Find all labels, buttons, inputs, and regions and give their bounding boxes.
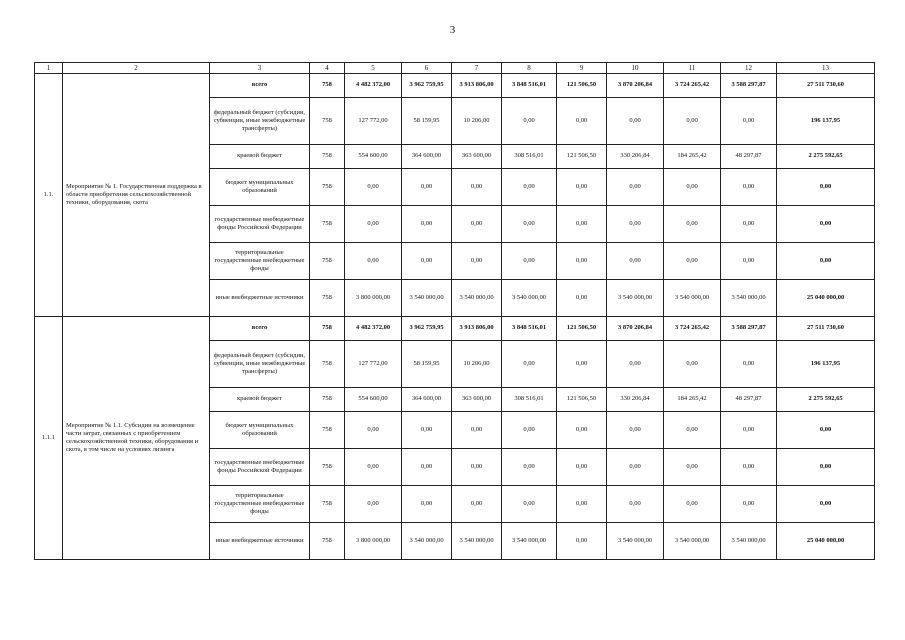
amount-cell: 0,00 bbox=[721, 412, 777, 449]
code-cell: 758 bbox=[310, 98, 345, 145]
column-number: 10 bbox=[607, 63, 664, 74]
amount-cell: 0,00 bbox=[721, 206, 777, 243]
total-cell: 2 275 592,65 bbox=[777, 145, 875, 169]
amount-cell: 0,00 bbox=[402, 206, 452, 243]
amount-cell: 3 540 000,00 bbox=[452, 280, 502, 317]
column-number: 12 bbox=[721, 63, 777, 74]
amount-cell: 330 206,84 bbox=[607, 388, 664, 412]
amount-cell: 0,00 bbox=[721, 341, 777, 388]
amount-cell: 0,00 bbox=[502, 412, 557, 449]
amount-cell: 127 772,00 bbox=[345, 98, 402, 145]
amount-cell: 0,00 bbox=[607, 169, 664, 206]
amount-cell: 3 848 516,01 bbox=[502, 74, 557, 98]
amount-cell: 121 506,50 bbox=[557, 145, 607, 169]
amount-cell: 0,00 bbox=[402, 449, 452, 486]
amount-cell: 0,00 bbox=[664, 243, 721, 280]
amount-cell: 0,00 bbox=[345, 169, 402, 206]
column-number-row bbox=[35, 63, 875, 74]
code-cell: 758 bbox=[310, 449, 345, 486]
amount-cell: 0,00 bbox=[557, 280, 607, 317]
column-number: 4 bbox=[310, 63, 345, 74]
section-name: Мероприятие № 1. Государственная поддержка в области приобретения сельскохозяйственной техники, оборудования, скота bbox=[63, 74, 210, 317]
amount-cell: 10 206,00 bbox=[452, 98, 502, 145]
amount-cell: 0,00 bbox=[502, 486, 557, 523]
total-cell: 0,00 bbox=[777, 243, 875, 280]
amount-cell: 0,00 bbox=[502, 341, 557, 388]
total-cell: 196 137,95 bbox=[777, 341, 875, 388]
amount-cell: 121 506,50 bbox=[557, 74, 607, 98]
amount-cell: 364 600,00 bbox=[402, 388, 452, 412]
amount-cell: 0,00 bbox=[664, 486, 721, 523]
total-cell: 0,00 bbox=[777, 412, 875, 449]
funding-source-label: иные внебюджетные источники bbox=[210, 280, 310, 317]
amount-cell: 0,00 bbox=[502, 98, 557, 145]
code-cell: 758 bbox=[310, 388, 345, 412]
amount-cell: 0,00 bbox=[452, 169, 502, 206]
amount-cell: 0,00 bbox=[607, 412, 664, 449]
code-cell: 758 bbox=[310, 169, 345, 206]
amount-cell: 0,00 bbox=[345, 449, 402, 486]
amount-cell: 121 506,50 bbox=[557, 317, 607, 341]
amount-cell: 0,00 bbox=[345, 243, 402, 280]
amount-cell: 4 482 372,00 bbox=[345, 74, 402, 98]
budget-table bbox=[34, 62, 875, 560]
code-cell: 758 bbox=[310, 74, 345, 98]
amount-cell: 308 516,01 bbox=[502, 145, 557, 169]
amount-cell: 0,00 bbox=[345, 206, 402, 243]
amount-cell: 3 800 000,00 bbox=[345, 523, 402, 560]
amount-cell: 3 913 806,00 bbox=[452, 74, 502, 98]
amount-cell: 184 265,42 bbox=[664, 388, 721, 412]
code-cell: 758 bbox=[310, 145, 345, 169]
column-number: 11 bbox=[664, 63, 721, 74]
amount-cell: 3 540 000,00 bbox=[402, 523, 452, 560]
amount-cell: 58 159,95 bbox=[402, 341, 452, 388]
amount-cell: 0,00 bbox=[721, 98, 777, 145]
amount-cell: 0,00 bbox=[402, 412, 452, 449]
amount-cell: 363 600,00 bbox=[452, 388, 502, 412]
amount-cell: 0,00 bbox=[721, 169, 777, 206]
amount-cell: 0,00 bbox=[452, 206, 502, 243]
amount-cell: 0,00 bbox=[721, 486, 777, 523]
amount-cell: 3 588 297,87 bbox=[721, 74, 777, 98]
amount-cell: 0,00 bbox=[664, 206, 721, 243]
section-number: 1.1.1 bbox=[35, 317, 63, 560]
amount-cell: 4 482 372,00 bbox=[345, 317, 402, 341]
amount-cell: 0,00 bbox=[607, 243, 664, 280]
amount-cell: 3 962 759,95 bbox=[402, 74, 452, 98]
table-row bbox=[35, 317, 875, 341]
amount-cell: 0,00 bbox=[502, 169, 557, 206]
column-number: 3 bbox=[210, 63, 310, 74]
amount-cell: 0,00 bbox=[664, 412, 721, 449]
amount-cell: 0,00 bbox=[607, 206, 664, 243]
amount-cell: 0,00 bbox=[607, 341, 664, 388]
total-cell: 0,00 bbox=[777, 206, 875, 243]
total-cell: 0,00 bbox=[777, 486, 875, 523]
amount-cell: 3 913 806,00 bbox=[452, 317, 502, 341]
total-cell: 25 040 000,00 bbox=[777, 280, 875, 317]
code-cell: 758 bbox=[310, 206, 345, 243]
amount-cell: 3 724 265,42 bbox=[664, 317, 721, 341]
total-cell: 27 511 730,60 bbox=[777, 317, 875, 341]
column-number: 8 bbox=[502, 63, 557, 74]
amount-cell: 0,00 bbox=[557, 449, 607, 486]
column-number: 7 bbox=[452, 63, 502, 74]
total-cell: 0,00 bbox=[777, 169, 875, 206]
amount-cell: 308 516,01 bbox=[502, 388, 557, 412]
amount-cell: 0,00 bbox=[664, 449, 721, 486]
funding-source-label: бюджет муниципальных образований bbox=[210, 412, 310, 449]
amount-cell: 3 848 516,01 bbox=[502, 317, 557, 341]
amount-cell: 363 600,00 bbox=[452, 145, 502, 169]
amount-cell: 554 600,00 bbox=[345, 388, 402, 412]
amount-cell: 554 600,00 bbox=[345, 145, 402, 169]
amount-cell: 3 540 000,00 bbox=[402, 280, 452, 317]
section-name: Мероприятие № 1.1. Субсидии на возмещение части затрат, связанных с приобретением сельскохозяйственной техники, оборудования и скота, в том числе на условиях лизинга bbox=[63, 317, 210, 560]
column-number: 13 bbox=[777, 63, 875, 74]
amount-cell: 0,00 bbox=[402, 486, 452, 523]
amount-cell: 0,00 bbox=[452, 412, 502, 449]
column-number: 6 bbox=[402, 63, 452, 74]
amount-cell: 0,00 bbox=[345, 486, 402, 523]
amount-cell: 127 772,00 bbox=[345, 341, 402, 388]
funding-source-label: государственные внебюджетные фонды Российской Федерации bbox=[210, 449, 310, 486]
amount-cell: 10 206,00 bbox=[452, 341, 502, 388]
amount-cell: 0,00 bbox=[557, 98, 607, 145]
code-cell: 758 bbox=[310, 280, 345, 317]
amount-cell: 0,00 bbox=[607, 449, 664, 486]
amount-cell: 184 265,42 bbox=[664, 145, 721, 169]
amount-cell: 0,00 bbox=[557, 486, 607, 523]
amount-cell: 3 962 759,95 bbox=[402, 317, 452, 341]
amount-cell: 0,00 bbox=[402, 169, 452, 206]
funding-source-label: территориальные государственные внебюджетные фонды bbox=[210, 243, 310, 280]
amount-cell: 0,00 bbox=[452, 243, 502, 280]
funding-source-label: всего bbox=[210, 74, 310, 98]
amount-cell: 0,00 bbox=[557, 341, 607, 388]
code-cell: 758 bbox=[310, 243, 345, 280]
amount-cell: 3 540 000,00 bbox=[721, 280, 777, 317]
column-number: 9 bbox=[557, 63, 607, 74]
amount-cell: 3 800 000,00 bbox=[345, 280, 402, 317]
total-cell: 196 137,95 bbox=[777, 98, 875, 145]
funding-source-label: бюджет муниципальных образований bbox=[210, 169, 310, 206]
amount-cell: 0,00 bbox=[502, 243, 557, 280]
amount-cell: 364 600,00 bbox=[402, 145, 452, 169]
column-number: 1 bbox=[35, 63, 63, 74]
table-body bbox=[35, 63, 875, 560]
amount-cell: 0,00 bbox=[721, 243, 777, 280]
total-cell: 27 511 730,60 bbox=[777, 74, 875, 98]
amount-cell: 0,00 bbox=[664, 98, 721, 145]
amount-cell: 3 540 000,00 bbox=[664, 280, 721, 317]
total-cell: 0,00 bbox=[777, 449, 875, 486]
code-cell: 758 bbox=[310, 523, 345, 560]
funding-source-label: федеральный бюджет (субсидии, субвенции, иные межбюджетные трансферты) bbox=[210, 341, 310, 388]
amount-cell: 3 540 000,00 bbox=[452, 523, 502, 560]
amount-cell: 3 870 206,84 bbox=[607, 317, 664, 341]
amount-cell: 0,00 bbox=[557, 243, 607, 280]
amount-cell: 3 588 297,87 bbox=[721, 317, 777, 341]
section-number: 1.1. bbox=[35, 74, 63, 317]
code-cell: 758 bbox=[310, 486, 345, 523]
amount-cell: 3 540 000,00 bbox=[502, 523, 557, 560]
column-number: 2 bbox=[63, 63, 210, 74]
funding-source-label: иные внебюджетные источники bbox=[210, 523, 310, 560]
table-row bbox=[35, 74, 875, 98]
funding-source-label: всего bbox=[210, 317, 310, 341]
amount-cell: 0,00 bbox=[664, 169, 721, 206]
amount-cell: 0,00 bbox=[721, 449, 777, 486]
amount-cell: 0,00 bbox=[402, 243, 452, 280]
funding-source-label: краевой бюджет bbox=[210, 145, 310, 169]
amount-cell: 48 297,87 bbox=[721, 388, 777, 412]
amount-cell: 3 540 000,00 bbox=[607, 280, 664, 317]
amount-cell: 3 540 000,00 bbox=[721, 523, 777, 560]
amount-cell: 3 540 000,00 bbox=[664, 523, 721, 560]
amount-cell: 3 540 000,00 bbox=[607, 523, 664, 560]
amount-cell: 0,00 bbox=[502, 449, 557, 486]
column-number: 5 bbox=[345, 63, 402, 74]
amount-cell: 0,00 bbox=[557, 523, 607, 560]
funding-source-label: краевой бюджет bbox=[210, 388, 310, 412]
amount-cell: 330 206,84 bbox=[607, 145, 664, 169]
total-cell: 25 040 000,00 bbox=[777, 523, 875, 560]
total-cell: 2 275 592,65 bbox=[777, 388, 875, 412]
amount-cell: 0,00 bbox=[557, 206, 607, 243]
amount-cell: 3 870 206,84 bbox=[607, 74, 664, 98]
code-cell: 758 bbox=[310, 317, 345, 341]
page-number: 3 bbox=[449, 24, 456, 36]
amount-cell: 58 159,95 bbox=[402, 98, 452, 145]
funding-source-label: федеральный бюджет (субсидии, субвенции, иные межбюджетные трансферты) bbox=[210, 98, 310, 145]
amount-cell: 0,00 bbox=[607, 98, 664, 145]
funding-source-label: территориальные государственные внебюджетные фонды bbox=[210, 486, 310, 523]
amount-cell: 0,00 bbox=[557, 412, 607, 449]
amount-cell: 121 506,50 bbox=[557, 388, 607, 412]
funding-source-label: государственные внебюджетные фонды Российской Федерации bbox=[210, 206, 310, 243]
amount-cell: 0,00 bbox=[502, 206, 557, 243]
amount-cell: 0,00 bbox=[607, 486, 664, 523]
amount-cell: 3 540 000,00 bbox=[502, 280, 557, 317]
amount-cell: 0,00 bbox=[452, 449, 502, 486]
amount-cell: 0,00 bbox=[452, 486, 502, 523]
code-cell: 758 bbox=[310, 341, 345, 388]
code-cell: 758 bbox=[310, 412, 345, 449]
amount-cell: 0,00 bbox=[557, 169, 607, 206]
amount-cell: 48 297,87 bbox=[721, 145, 777, 169]
amount-cell: 0,00 bbox=[345, 412, 402, 449]
amount-cell: 0,00 bbox=[664, 341, 721, 388]
amount-cell: 3 724 265,42 bbox=[664, 74, 721, 98]
